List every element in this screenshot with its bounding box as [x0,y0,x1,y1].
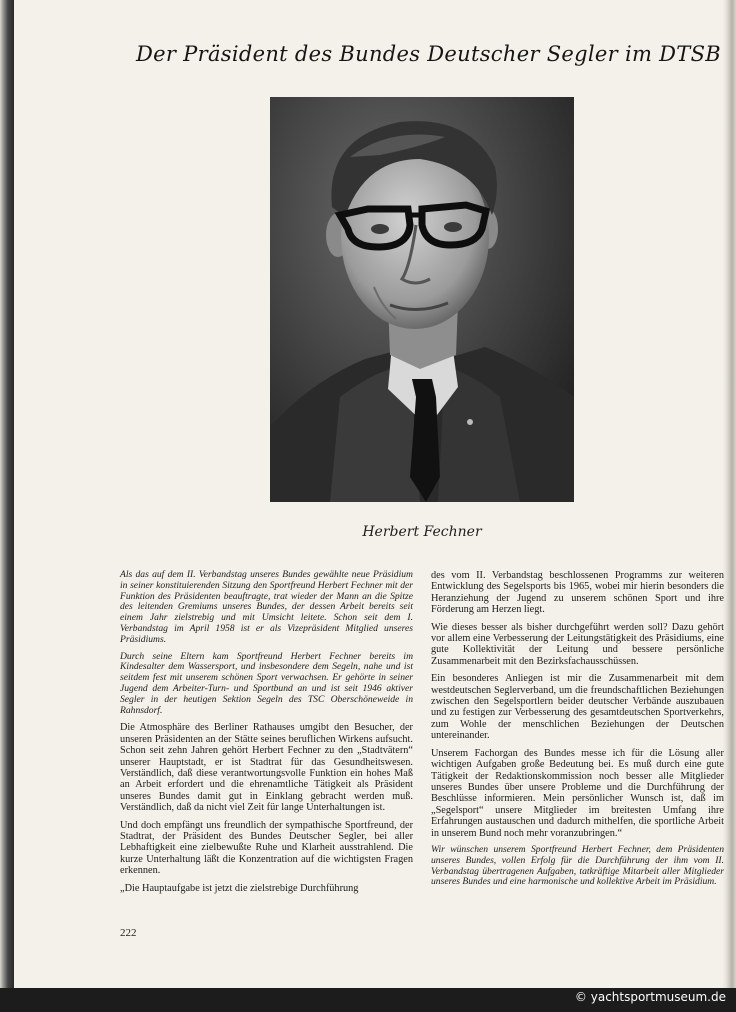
book-gutter [0,0,14,988]
body-paragraph: des vom II. Verbandstag beschlossenen Programms zur weiteren Entwicklung des Segelsports bis 1965, wobei mir hierin besonders die Heranziehung der Jugend zu unserem schönen Sport und ihre Förderung am Herzen liegt. [431,570,724,616]
body-paragraph: „Die Hauptaufgabe ist jetzt die zielstrebige Durchführung [120,882,359,894]
page-edge [722,0,736,988]
body-paragraph: Ein besonderes Anliegen ist mir die Zusammenarbeit mit dem westdeutschen Seglerverband, um die freundschaftlichen Beziehungen zwischen den Segelsportlern beider deutscher Verbände auszubauen und zu festigen zur Verbesserung des gesamtdeutschen Sportverkehrs, zum Wohle der menschlichen Beziehungen der Deutschen untereinander. [431,673,724,742]
portrait-illustration [270,97,574,502]
closing-paragraph: Wir wünschen unserem Sportfreund Herbert Fechner, dem Präsidenten unseres Bundes, vollen Erfolg für die Durchführung der ihm vom II. Verbandstag übertragenen Aufgaben, tatkräftige Mitarbeit aller Mitglieder unseres Bundes und eine harmonische und kollektive Arbeit im Präsidium. [431,843,724,888]
article-title: Der Präsident des Bundes Deutscher Segler im DTSB [136,42,722,66]
page-number: 222 [120,927,137,939]
body-paragraph: Wie dieses besser als bisher durchgeführt werden soll? Dazu gehört vor allem eine Verbesserung der Leitungstätigkeit des Präsidiums, eine gute Kollektivität der Leitung und bessere persönliche Zusammenarbeit mit den Bezirksfachausschüssen. [431,621,724,667]
body-paragraph: Und doch empfängt uns freundlich der sympathische Sportfreund, der Stadtrat, der Präsident des Bundes Deutscher Segler, bei aller Lebhaftigkeit eine zielbewußte Ruhe und Klarheit ausstrahlend. Die kurze Unterhaltung läßt die Konzentration auf die wichtigsten Fragen erkennen. [120,819,413,877]
article-column-right [431,570,724,894]
body-paragraph: Die Atmosphäre des Berliner Rathauses umgibt den Besucher, der unseren Präsidenten an der Stätte seines beruflichen Wirkens aufsucht. Schon seit zehn Jahren gehört Herbert Fechner zu den „Stadtvätern“ unserer Hauptstadt, er ist Stadtrat für das Gesundheitswesen. Verständlich, daß diese verantwortungsvolle Funktion ein hohes Maß an Arbeit erfordert und die ehrenamtliche Tätigkeit als Präsident unseres Bundes damit gut in Einklang gebracht werden muß. Verständlich, daß da nicht viel Zeit für lange Unterhaltungen ist. [120,722,413,814]
article-column-left [120,570,413,900]
watermark-credit: © yachtsportmuseum.de [574,990,726,1004]
portrait-photo [270,97,574,502]
intro-paragraph: Als das auf dem II. Verbandstag unseres Bundes gewählte neue Präsidium in seiner konstituierenden Sitzung den Sportfreund Herbert Fechner mit der Funktion des Präsidenten beauftragte, trat wieder der Mann an die Spitze des leitenden Gremiums unseres Bundes, der dessen Arbeit bereits seit einem Jahr zielstrebig und mit Umsicht leitete. Schon seit dem I. Verbandstag im April 1958 ist er als Vizepräsident Mitglied unseres Präsidiums. [120,569,413,645]
photo-caption: Herbert Fechner [362,524,482,540]
intro-paragraph: Durch seine Eltern kam Sportfreund Herbert Fechner bereits im Kindesalter dem Wassersport, und insbesondere dem Segeln, nahe und ist seitdem fest mit unserem schönen Sport verwachsen. Er gehörte in seiner Jugend dem Arbeiter-Turn- und Sportbund an und ist seit 1946 aktiver Segler in der heutigen Sektion Segeln des TSC Oberschöneweide in Rahnsdorf. [120,650,413,716]
body-paragraph: Unserem Fachorgan des Bundes messe ich für die Lösung aller wichtigen Aufgaben große Bedeutung bei. Es muß durch eine gute Tätigkeit der Redaktionskommission noch besser alle Mitglieder unseres Bundes über unsere Probleme und die Durchführung der Beschlüsse informieren. Mein persönlicher Wunsch ist, daß im „Segelsport“ unsere Mitglieder im breitesten Umfang ihre Erfahrungen austauschen und dadurch mithelfen, die sportliche Arbeit in unserem Bund noch mehr voranzubringen.“ [431,747,724,839]
